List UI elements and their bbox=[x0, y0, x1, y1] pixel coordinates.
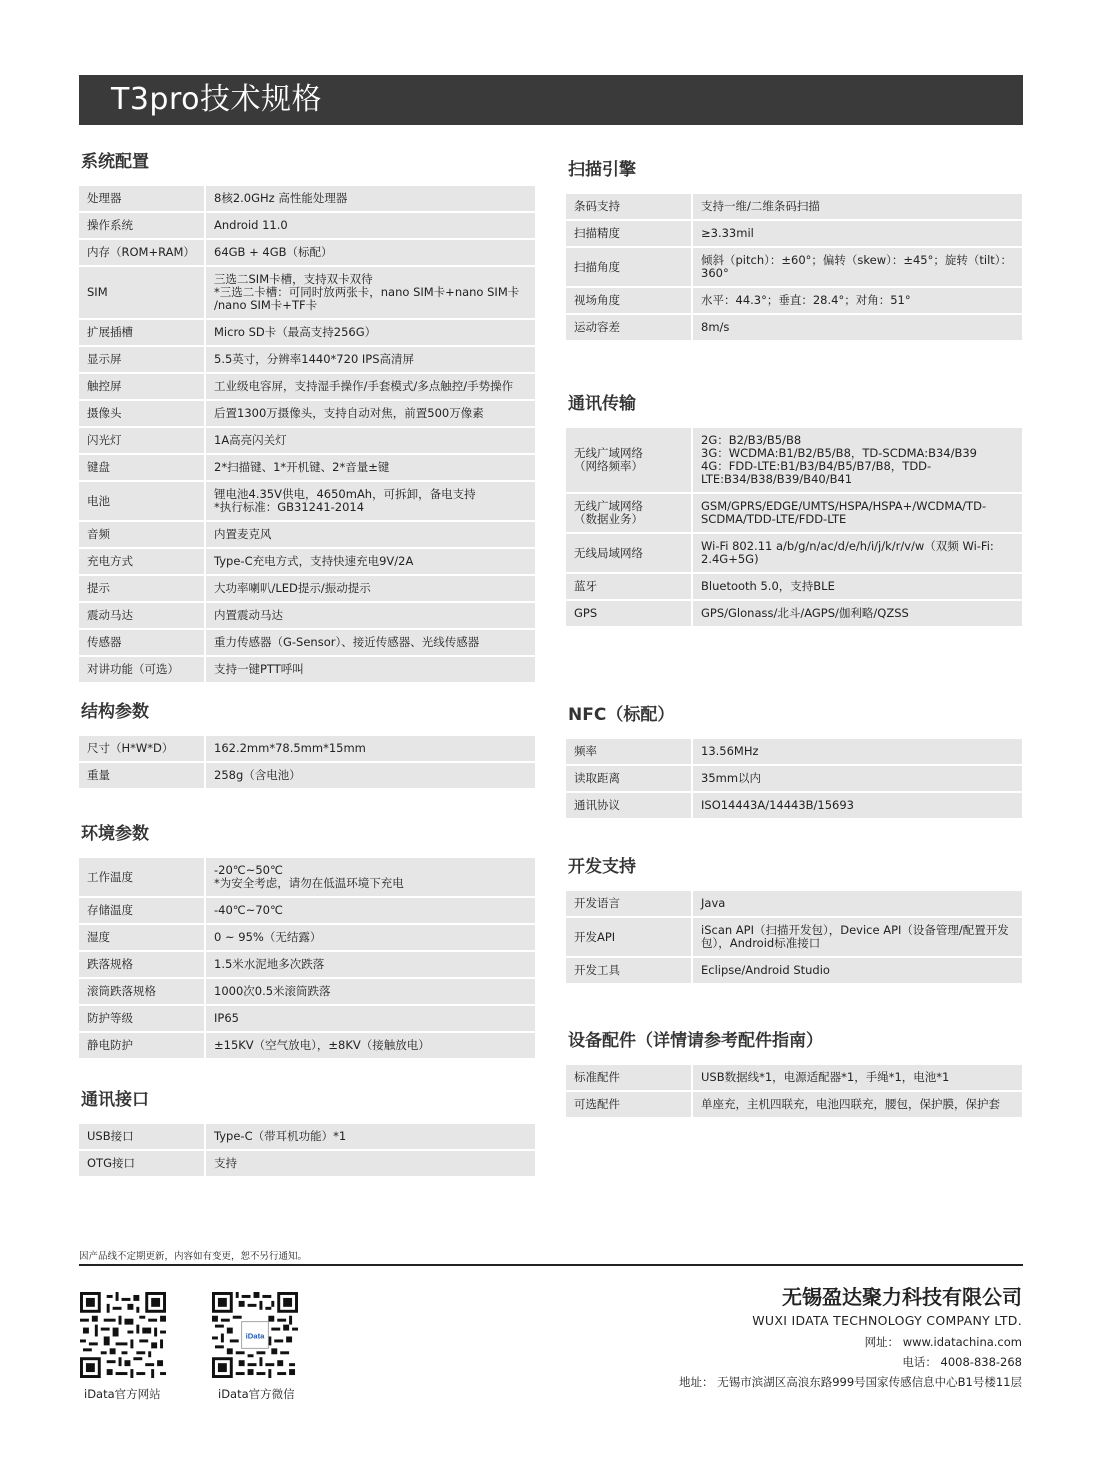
spec-row bbox=[566, 1065, 1022, 1090]
spec-label: 开发语言 bbox=[566, 891, 693, 916]
spec-value: 258g（含电池） bbox=[206, 763, 535, 788]
spec-label: 重量 bbox=[79, 763, 206, 788]
company-phone: 电话： 4008-838-268 bbox=[902, 1355, 1022, 1369]
spec-value: 1.5米水泥地多次跌落 bbox=[206, 952, 535, 977]
spec-row bbox=[79, 1151, 535, 1176]
spec-value: Type-C充电方式，支持快速充电9V/2A bbox=[206, 549, 535, 574]
spec-value: 倾斜（pitch）：±60°；偏转（skew）：±45°；旋转（tilt）： 360° bbox=[693, 248, 1022, 286]
spec-value: 5.5英寸，分辨率1440*720 IPS高清屏 bbox=[206, 347, 535, 372]
company-website: 网址： www.idatachina.com bbox=[864, 1335, 1022, 1349]
spec-row bbox=[79, 482, 535, 520]
spec-label: 扩展插槽 bbox=[79, 320, 206, 345]
spec-label: 处理器 bbox=[79, 186, 206, 211]
spec-row bbox=[566, 958, 1022, 983]
spec-value: 162.2mm*78.5mm*15mm bbox=[206, 736, 535, 761]
spec-label: 频率 bbox=[566, 739, 693, 764]
spec-value: 35mm以内 bbox=[693, 766, 1022, 791]
spec-table bbox=[566, 889, 1022, 985]
spec-table bbox=[566, 1063, 1022, 1119]
spec-label: 闪光灯 bbox=[79, 428, 206, 453]
spec-value: 后置1300万摄像头，支持自动对焦，前置500万像素 bbox=[206, 401, 535, 426]
spec-table bbox=[79, 1122, 535, 1178]
spec-value: 锂电池4.35V供电，4650mAh，可拆卸，备电支持 *执行标准：GB31241-2014 bbox=[206, 482, 535, 520]
spec-value: 2G：B2/B3/B5/B8 3G：WCDMA:B1/B2/B5/B8，TD-SCDMA:B34/B39 4G：FDD-LTE:B1/B3/B4/B5/B7/B8，TDD- LTE:B34/B38/B39/B40/B41 bbox=[693, 428, 1022, 492]
spec-label: 无线广域网络 （数据业务） bbox=[566, 494, 693, 532]
qr-logo-text: iData bbox=[245, 1331, 265, 1341]
spec-row bbox=[79, 925, 535, 950]
spec-section-communication bbox=[566, 392, 1022, 703]
spec-value: Type-C（带耳机功能）*1 bbox=[206, 1124, 535, 1149]
spec-row bbox=[79, 603, 535, 628]
spec-value: Java bbox=[693, 891, 1022, 916]
spec-row bbox=[79, 267, 535, 318]
section-title: 通讯传输 bbox=[568, 394, 636, 414]
spec-row bbox=[566, 766, 1022, 791]
spec-value: IP65 bbox=[206, 1006, 535, 1031]
spec-section-scan-engine bbox=[566, 158, 1022, 392]
spec-row bbox=[79, 736, 535, 761]
right-column bbox=[566, 150, 1022, 1119]
spec-row bbox=[79, 320, 535, 345]
spec-value: 重力传感器（G-Sensor）、接近传感器、光线传感器 bbox=[206, 630, 535, 655]
footer-divider bbox=[79, 1264, 1023, 1266]
company-address: 地址： 无锡市滨湖区高浪东路999号国家传感信息中心B1号楼11层 bbox=[679, 1375, 1022, 1389]
spec-section-interfaces bbox=[79, 1088, 535, 1178]
spec-value: GPS/Glonass/北斗/AGPS/伽利略/QZSS bbox=[693, 601, 1022, 626]
spec-value: 2*扫描键、1*开机键、2*音量±键 bbox=[206, 455, 535, 480]
spec-value: ±15KV（空气放电），±8KV（接触放电） bbox=[206, 1033, 535, 1058]
spec-value: 1A高亮闪关灯 bbox=[206, 428, 535, 453]
spec-row bbox=[566, 891, 1022, 916]
spec-row bbox=[79, 979, 535, 1004]
spec-value: Android 11.0 bbox=[206, 213, 535, 238]
spec-value: 支持一维/二维条码扫描 bbox=[693, 194, 1022, 219]
spec-label: 传感器 bbox=[79, 630, 206, 655]
spec-value: 支持 bbox=[206, 1151, 535, 1176]
spec-section-system bbox=[79, 150, 535, 700]
spec-row bbox=[79, 428, 535, 453]
spec-value: 水平：44.3°；垂直：28.4°；对角：51° bbox=[693, 288, 1022, 313]
spec-value: Wi-Fi 802.11 a/b/g/n/ac/d/e/h/i/j/k/r/v/w（双频 Wi-Fi: 2.4G+5G) bbox=[693, 534, 1022, 572]
spec-label: 读取距离 bbox=[566, 766, 693, 791]
spec-table bbox=[79, 184, 535, 684]
spec-label: 开发工具 bbox=[566, 958, 693, 983]
spec-label: 键盘 bbox=[79, 455, 206, 480]
spec-row bbox=[566, 793, 1022, 818]
spec-label: 开发API bbox=[566, 918, 693, 956]
spec-value: 64GB + 4GB（标配） bbox=[206, 240, 535, 265]
spec-row bbox=[566, 194, 1022, 219]
spec-row bbox=[566, 739, 1022, 764]
spec-row bbox=[79, 374, 535, 399]
spec-value: 13.56MHz bbox=[693, 739, 1022, 764]
spec-label: USB接口 bbox=[79, 1124, 206, 1149]
spec-value: 单座充，主机四联充，电池四联充，腰包，保护膜，保护套 bbox=[693, 1092, 1022, 1117]
spec-row bbox=[79, 347, 535, 372]
spec-value: iScan API（扫描开发包），Device API（设备管理/配置开发 包），Android标准接口 bbox=[693, 918, 1022, 956]
spec-label: 提示 bbox=[79, 576, 206, 601]
spec-value: Bluetooth 5.0，支持BLE bbox=[693, 574, 1022, 599]
spec-label: 触控屏 bbox=[79, 374, 206, 399]
spec-row bbox=[566, 221, 1022, 246]
spec-label: 标准配件 bbox=[566, 1065, 693, 1090]
spec-value: USB数据线*1，电源适配器*1，手绳*1，电池*1 bbox=[693, 1065, 1022, 1090]
section-title: NFC（标配） bbox=[568, 705, 675, 725]
spec-section-structure bbox=[79, 700, 535, 822]
spec-row bbox=[79, 630, 535, 655]
spec-value: 1000次0.5米滚筒跌落 bbox=[206, 979, 535, 1004]
spec-value: 大功率喇叭/LED提示/振动提示 bbox=[206, 576, 535, 601]
spec-row bbox=[79, 213, 535, 238]
spec-section-nfc bbox=[566, 703, 1022, 855]
spec-row bbox=[566, 918, 1022, 956]
spec-label: 运动容差 bbox=[566, 315, 693, 340]
spec-row bbox=[79, 549, 535, 574]
spec-row bbox=[79, 240, 535, 265]
footer-disclaimer: 因产品线不定期更新，内容如有变更，恕不另行通知。 bbox=[79, 1251, 308, 1262]
page-title-banner bbox=[79, 75, 1023, 125]
spec-label: GPS bbox=[566, 601, 693, 626]
spec-table bbox=[79, 734, 535, 790]
spec-table bbox=[566, 192, 1022, 342]
spec-row bbox=[79, 186, 535, 211]
section-title: 扫描引擎 bbox=[568, 160, 636, 180]
spec-value: 内置震动马达 bbox=[206, 603, 535, 628]
spec-row bbox=[566, 494, 1022, 532]
spec-label: 防护等级 bbox=[79, 1006, 206, 1031]
spec-label: 条码支持 bbox=[566, 194, 693, 219]
spec-row bbox=[566, 601, 1022, 626]
company-name-en: WUXI IDATA TECHNOLOGY COMPANY LTD. bbox=[752, 1313, 1022, 1328]
spec-value: GSM/GPRS/EDGE/UMTS/HSPA/HSPA+/WCDMA/TD- SCDMA/TDD-LTE/FDD-LTE bbox=[693, 494, 1022, 532]
spec-label: 跌落规格 bbox=[79, 952, 206, 977]
spec-label: 音频 bbox=[79, 522, 206, 547]
page-title: T3pro技术规格 bbox=[111, 82, 322, 117]
spec-label: 无线广域网络 （网络频率） bbox=[566, 428, 693, 492]
spec-label: 显示屏 bbox=[79, 347, 206, 372]
spec-row bbox=[566, 248, 1022, 286]
spec-row bbox=[79, 1033, 535, 1058]
spec-row bbox=[566, 574, 1022, 599]
spec-label: 蓝牙 bbox=[566, 574, 693, 599]
spec-row bbox=[79, 455, 535, 480]
spec-section-development bbox=[566, 855, 1022, 1029]
spec-row bbox=[79, 858, 535, 896]
spec-label: 视场角度 bbox=[566, 288, 693, 313]
spec-row bbox=[79, 522, 535, 547]
spec-value: 0 ~ 95%（无结露） bbox=[206, 925, 535, 950]
spec-label: 内存（ROM+RAM） bbox=[79, 240, 206, 265]
website-qr-label: iData官方网站 bbox=[84, 1387, 161, 1401]
company-name-cn: 无锡盈达聚力科技有限公司 bbox=[782, 1285, 1022, 1309]
spec-label: 无线局域网络 bbox=[566, 534, 693, 572]
wechat-qr-code bbox=[212, 1292, 298, 1378]
spec-section-accessories bbox=[566, 1029, 1022, 1119]
spec-row bbox=[79, 763, 535, 788]
spec-label: 震动马达 bbox=[79, 603, 206, 628]
spec-label: 扫描角度 bbox=[566, 248, 693, 286]
spec-label: 对讲功能（可选） bbox=[79, 657, 206, 682]
spec-label: 尺寸（H*W*D） bbox=[79, 736, 206, 761]
left-column bbox=[79, 150, 535, 1178]
spec-row bbox=[566, 1092, 1022, 1117]
spec-row bbox=[566, 534, 1022, 572]
spec-row bbox=[79, 401, 535, 426]
spec-label: 扫描精度 bbox=[566, 221, 693, 246]
spec-value: 支持一键PTT呼叫 bbox=[206, 657, 535, 682]
spec-row bbox=[566, 288, 1022, 313]
spec-section-environment bbox=[79, 822, 535, 1088]
section-title: 开发支持 bbox=[568, 857, 636, 877]
spec-table bbox=[79, 856, 535, 1060]
spec-table bbox=[566, 737, 1022, 820]
spec-label: OTG接口 bbox=[79, 1151, 206, 1176]
wechat-qr-label: iData官方微信 bbox=[218, 1387, 295, 1401]
spec-row bbox=[79, 1006, 535, 1031]
company-info bbox=[679, 1284, 1022, 1392]
spec-label: 工作温度 bbox=[79, 858, 206, 896]
spec-value: -20℃~50℃ *为安全考虑，请勿在低温环境下充电 bbox=[206, 858, 535, 896]
section-title: 设备配件（详情请参考配件指南） bbox=[568, 1031, 823, 1051]
website-qr-code bbox=[80, 1292, 166, 1378]
spec-label: 存储温度 bbox=[79, 898, 206, 923]
spec-value: 工业级电容屏，支持湿手操作/手套模式/多点触控/手势操作 bbox=[206, 374, 535, 399]
spec-value: 8核2.0GHz 高性能处理器 bbox=[206, 186, 535, 211]
spec-label: 操作系统 bbox=[79, 213, 206, 238]
spec-row bbox=[79, 657, 535, 682]
spec-label: 滚筒跌落规格 bbox=[79, 979, 206, 1004]
spec-label: 摄像头 bbox=[79, 401, 206, 426]
spec-value: 8m/s bbox=[693, 315, 1022, 340]
spec-value: Eclipse/Android Studio bbox=[693, 958, 1022, 983]
spec-row bbox=[79, 898, 535, 923]
spec-row bbox=[79, 576, 535, 601]
spec-label: 充电方式 bbox=[79, 549, 206, 574]
section-title: 系统配置 bbox=[81, 152, 149, 172]
spec-table bbox=[566, 426, 1022, 628]
spec-label: 通讯协议 bbox=[566, 793, 693, 818]
spec-row bbox=[566, 315, 1022, 340]
spec-label: 湿度 bbox=[79, 925, 206, 950]
spec-row bbox=[79, 1124, 535, 1149]
spec-label: 电池 bbox=[79, 482, 206, 520]
spec-value: 三选二SIM卡槽，支持双卡双待 *三选二卡槽：可同时放两张卡，nano SIM卡+nano SIM卡 /nano SIM卡+TF卡 bbox=[206, 267, 535, 318]
spec-value: ≥3.33mil bbox=[693, 221, 1022, 246]
spec-label: 可选配件 bbox=[566, 1092, 693, 1117]
section-title: 结构参数 bbox=[81, 702, 149, 722]
section-title: 环境参数 bbox=[81, 824, 149, 844]
section-title: 通讯接口 bbox=[81, 1090, 149, 1110]
spec-value: -40℃~70℃ bbox=[206, 898, 535, 923]
spec-row bbox=[566, 428, 1022, 492]
spec-label: 静电防护 bbox=[79, 1033, 206, 1058]
spec-value: 内置麦克风 bbox=[206, 522, 535, 547]
spec-value: ISO14443A/14443B/15693 bbox=[693, 793, 1022, 818]
spec-value: Micro SD卡（最高支持256G） bbox=[206, 320, 535, 345]
spec-row bbox=[79, 952, 535, 977]
spec-label: SIM bbox=[79, 267, 206, 318]
